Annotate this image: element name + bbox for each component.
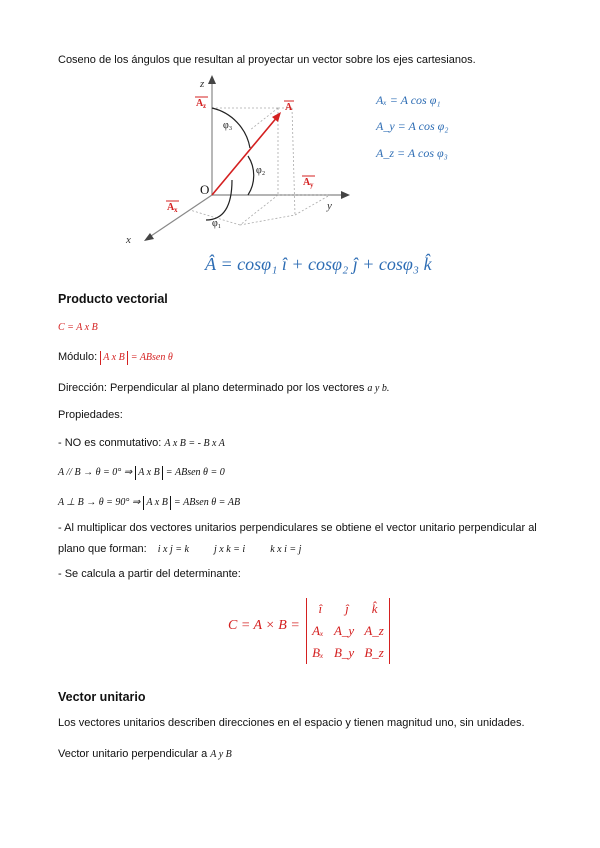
vector-az-sub: z — [203, 102, 207, 110]
component-ax-eq: Aₓ = A cos φ₁ — [376, 93, 441, 107]
no-conmutativo-expr: A x B = - B x A — [164, 438, 225, 449]
direccion-text: Dirección: Perpendicular al plano determinado por los vectores — [58, 382, 365, 394]
det-cell: A_y — [333, 623, 355, 638]
perp-equals: = ABsen θ = AB — [173, 497, 241, 508]
determinant-matrix — [306, 598, 390, 664]
unitario-perp-label: Vector unitario perpendicular a — [58, 748, 208, 760]
parallel-abs: A x B — [135, 466, 162, 480]
vector-ay-label: A — [303, 177, 311, 188]
propiedades-label: Propiedades: — [58, 409, 123, 421]
unit-vector-equation: Â = cosφ₁ î + cosφ₂ ĵ + cosφ₃ k̂ — [205, 254, 432, 274]
modulo-equals: = ABsen θ — [130, 352, 173, 363]
det-cell: î — [318, 601, 323, 616]
det-cell: A_z — [364, 623, 384, 638]
det-cell: B_y — [333, 645, 355, 660]
unit-product-ki: k x i = j — [270, 544, 302, 555]
vector-projection-diagram — [120, 70, 360, 255]
section-title-vector-unitario: Vector unitario — [58, 690, 146, 704]
phi2-arc — [248, 156, 254, 195]
phi3-label: φ₃ — [223, 120, 233, 131]
det-cell: ĵ — [345, 601, 349, 616]
z-axis-label: z — [200, 78, 205, 90]
modulo-label: Módulo: — [58, 351, 98, 363]
modulo-abs-expr: A x B — [100, 351, 127, 365]
intro-text: Coseno de los ángulos que resultan al proyectar un vector sobre los ejes cartesianos. — [58, 54, 476, 66]
parallel-equals: = ABsen θ = 0 — [165, 467, 225, 478]
phi1-label: φ₁ — [212, 218, 222, 229]
unitario-perp-vectors: A y B — [210, 749, 232, 760]
det-cell: Aₓ — [312, 623, 324, 638]
no-conmutativo-line — [58, 436, 225, 451]
vector-a-arrow — [212, 116, 278, 195]
unit-product-jk: j x k = i — [213, 544, 246, 555]
unitarios-line2 — [58, 542, 301, 557]
parallel-expr: A // B → θ = 0° ⇒ — [58, 467, 133, 478]
cross-product-definition: C = A x B — [58, 322, 98, 333]
unitario-perp-line — [58, 747, 232, 762]
determinant-lhs: C = A × B = — [228, 618, 300, 633]
perpendicular-property — [58, 495, 240, 510]
det-cell: B_z — [364, 645, 384, 660]
direccion-line — [58, 381, 389, 396]
determinante-label: - Se calcula a partir del determinante: — [58, 568, 241, 580]
vector-az-label: A — [196, 98, 204, 109]
direccion-vectors: a y b. — [367, 383, 390, 394]
parallel-property — [58, 465, 225, 480]
x-axis-label: x — [126, 234, 131, 246]
vector-a-label: A — [285, 102, 293, 113]
origin-label: O — [200, 182, 210, 197]
det-row-1 — [307, 598, 389, 620]
section-title-producto-vectorial: Producto vectorial — [58, 292, 168, 306]
det-row-2 — [307, 620, 389, 642]
perp-abs: A x B — [143, 496, 170, 510]
unitarios-line1: - Al multiplicar dos vectores unitarios perpendiculares se obtiene el vector unitario perpendicular al — [58, 522, 537, 534]
modulo-line — [58, 350, 173, 365]
phi2-label: φ₂ — [256, 165, 266, 176]
det-cell: Bₓ — [312, 645, 324, 660]
unit-product-ij: i x j = k — [157, 544, 189, 555]
vector-ax-sub: x — [174, 206, 178, 214]
vector-ay-sub: y — [310, 181, 314, 189]
no-conmutativo-label: - NO es conmutativo: — [58, 437, 162, 449]
vector-ax-label: A — [167, 202, 175, 213]
det-row-3 — [307, 642, 389, 664]
x-axis — [148, 195, 212, 238]
det-cell: k̂ — [371, 601, 378, 616]
unitario-description: Los vectores unitarios describen direcciones en el espacio y tienen magnitud uno, sin unidades. — [58, 717, 525, 729]
component-ay-eq: A_y = A cos φ₂ — [376, 119, 449, 133]
perp-expr: A ⊥ B → θ = 90° ⇒ — [58, 497, 141, 508]
unitarios-line2-text: plano que forman: — [58, 543, 147, 555]
y-axis-label: y — [327, 200, 332, 212]
component-az-eq: A_z = A cos φ₃ — [376, 146, 448, 160]
